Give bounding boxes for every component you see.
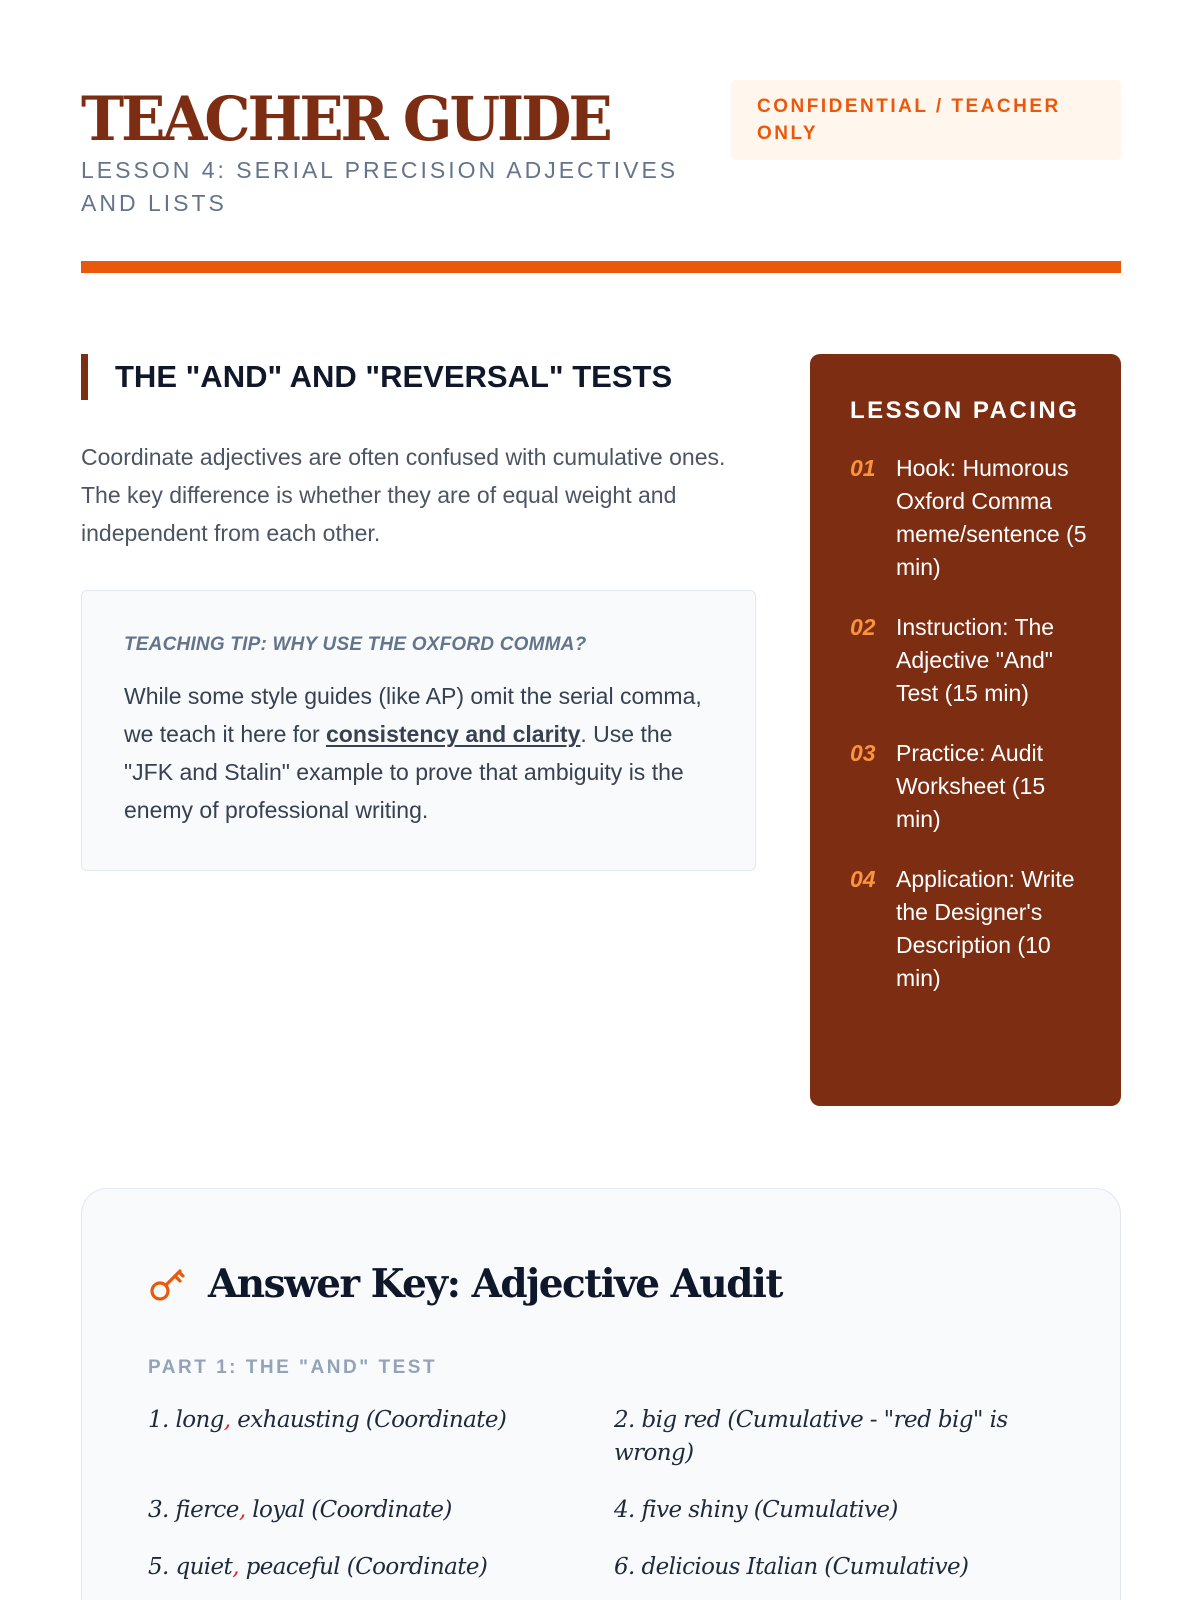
tip-emphasis: consistency and clarity — [326, 721, 581, 747]
answer-item — [148, 1551, 614, 1584]
page-header — [81, 80, 1121, 280]
answer-item — [614, 1404, 1054, 1470]
pacing-text: Hook: Humorous Oxford Comma meme/sentence (5 min) — [896, 455, 1087, 580]
comma-highlight: , — [223, 1407, 231, 1433]
pacing-title: LESSON PACING — [850, 397, 1080, 424]
pacing-item — [850, 452, 1091, 584]
answer-key-title: Answer Key: Adjective Audit — [208, 1261, 782, 1307]
answer-item — [148, 1404, 614, 1470]
page-title: TEACHER GUIDE — [81, 83, 610, 155]
answer-text: 1. long — [148, 1407, 224, 1433]
comma-highlight: , — [238, 1497, 246, 1523]
pacing-number: 04 — [850, 866, 876, 892]
pacing-item — [850, 863, 1091, 995]
intro-paragraph: Coordinate adjectives are often confused with cumulative ones. The key difference is whether they are of equal weight and independent from each other. — [81, 444, 726, 546]
tip-text-before: While some style guides (like AP) omit the serial comma, we teach it here for — [124, 683, 702, 747]
section-accent-bar — [81, 354, 88, 400]
answer-list — [148, 1404, 1054, 1584]
pacing-item — [850, 611, 1091, 710]
pacing-list — [850, 452, 1091, 995]
teaching-tip-title: TEACHING TIP: WHY USE THE OXFORD COMMA? — [124, 634, 587, 655]
pacing-item — [850, 737, 1091, 836]
answer-key-card — [81, 1188, 1121, 1600]
part-1-label: PART 1: THE "AND" TEST — [148, 1357, 438, 1378]
teaching-tip-body — [124, 677, 715, 829]
answer-item — [614, 1551, 1054, 1584]
answer-item — [614, 1494, 1054, 1527]
pacing-text: Application: Write the Designer's Description (10 min) — [896, 866, 1075, 991]
lesson-subtitle: LESSON 4: SERIAL PRECISION ADJECTIVES AND LISTS — [81, 157, 679, 216]
teaching-tip-box — [81, 590, 756, 871]
section-heading — [81, 354, 756, 400]
answer-text: 3. fierce — [148, 1497, 239, 1523]
answer-text: loyal (Coordinate) — [245, 1497, 452, 1523]
answer-text: exhausting (Coordinate) — [230, 1407, 507, 1433]
answer-text: 4. five shiny (Cumulative) — [614, 1497, 898, 1523]
answer-text: peaceful (Coordinate) — [238, 1554, 488, 1580]
answer-text: 6. delicious Italian (Cumulative) — [614, 1554, 969, 1580]
pacing-number: 03 — [850, 740, 876, 766]
header-divider — [81, 261, 1121, 273]
answer-text: 5. quiet — [148, 1554, 233, 1580]
answer-key-heading — [148, 1259, 1054, 1309]
section-title: THE "AND" AND "REVERSAL" TESTS — [115, 359, 673, 394]
pacing-number: 01 — [850, 455, 876, 481]
lesson-pacing-panel — [810, 354, 1121, 1106]
tip-text-after: . Use the "JFK and Stalin" example to prove that ambiguity is the enemy of professional writing. — [124, 721, 684, 823]
answer-text: 2. big red (Cumulative - "red big" is wrong) — [614, 1407, 1008, 1466]
pacing-number: 02 — [850, 614, 876, 640]
comma-highlight: , — [232, 1554, 239, 1580]
main-content — [81, 354, 756, 871]
key-icon — [148, 1264, 188, 1304]
pacing-text: Practice: Audit Worksheet (15 min) — [896, 740, 1046, 832]
answer-item — [148, 1494, 614, 1527]
pacing-text: Instruction: The Adjective "And" Test (15 min) — [896, 614, 1055, 706]
confidential-badge: CONFIDENTIAL / TEACHER ONLY — [731, 80, 1121, 160]
